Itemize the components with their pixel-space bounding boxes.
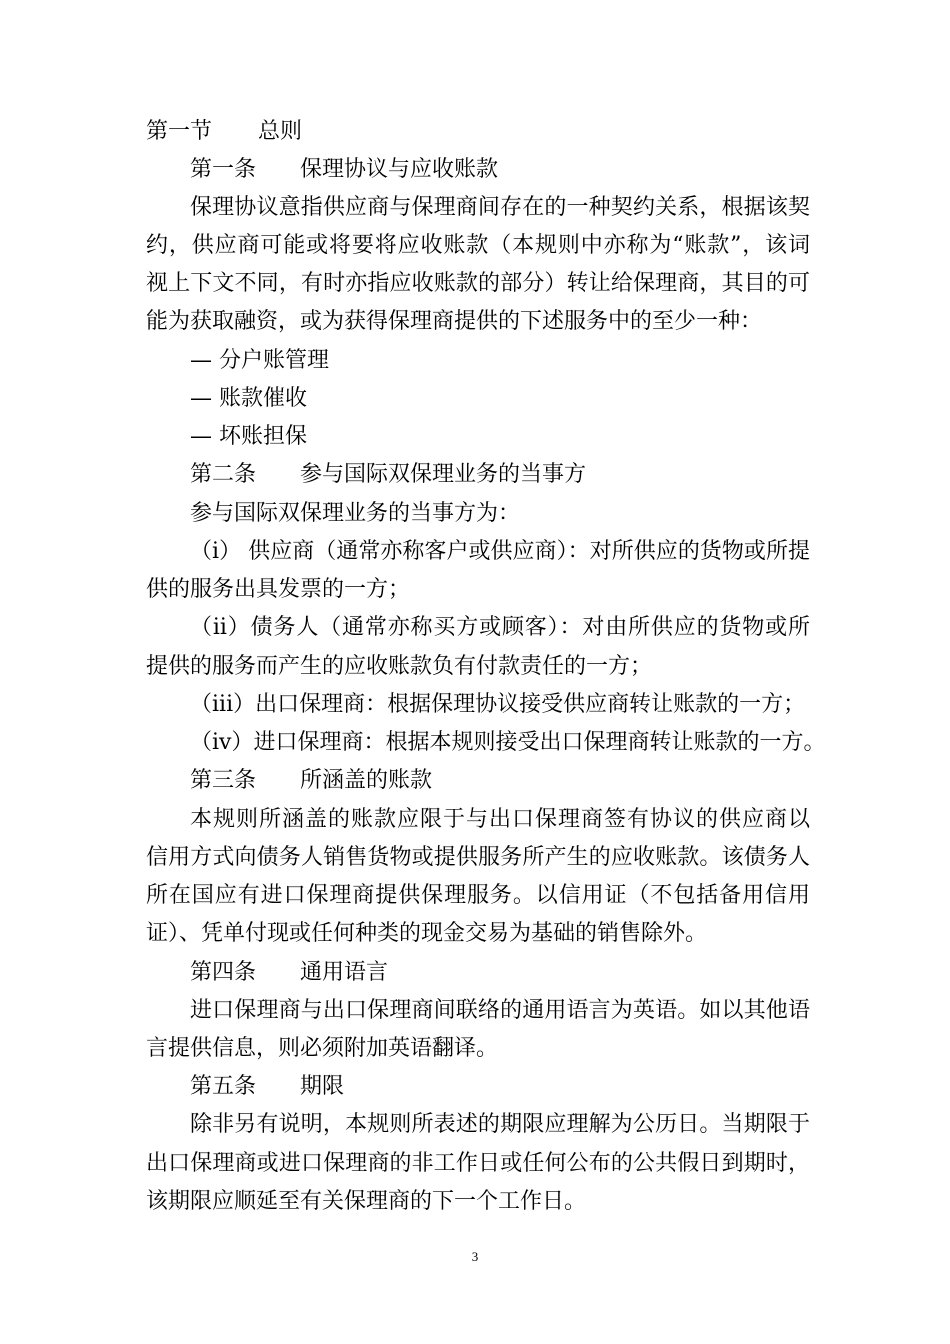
paragraph-line: 该期限应顺延至有关保理商的下一个工作日。	[146, 1189, 587, 1214]
article-number: 第三条	[190, 768, 257, 793]
section-heading	[146, 117, 302, 147]
paragraph-line: 本规则所涵盖的账款应限于与出口保理商签有协议的供应商以	[190, 807, 810, 832]
section-title: 总则	[258, 119, 303, 144]
paragraph-line: 进口保理商与出口保理商间联络的通用语言为英语。如以其他语	[190, 998, 810, 1023]
article-heading	[190, 155, 498, 185]
page-number: 3	[471, 1249, 479, 1264]
section-number: 第一节	[146, 119, 213, 144]
paragraph-line: （iv）进口保理商：根据本规则接受出口保理商转让账款的一方。	[190, 730, 826, 755]
paragraph-line: 供的服务出具发票的一方；	[146, 577, 411, 602]
article-title: 期限	[300, 1074, 345, 1099]
paragraph-line: 能为获取融资，或为获得保理商提供的下述服务中的至少一种：	[146, 309, 763, 334]
article-title: 参与国际双保理业务的当事方	[300, 462, 587, 487]
paragraph-line: 证）、凭单付现或任何种类的现金交易为基础的销售除外。	[146, 921, 708, 946]
paragraph-line: 所在国应有进口保理商提供保理服务。以信用证（不包括备用信用	[146, 883, 810, 908]
article-number: 第二条	[190, 462, 257, 487]
paragraph-line: 保理协议意指供应商与保理商间存在的一种契约关系，根据该契	[190, 195, 810, 220]
article-title: 通用语言	[300, 960, 389, 985]
article-title: 保理协议与应收账款	[300, 157, 499, 182]
article-heading	[190, 1072, 344, 1102]
paragraph-line: （i） 供应商（通常亦称客户或供应商）：对所供应的货物或所提	[190, 539, 810, 564]
paragraph-line: 约，供应商可能或将要将应收账款（本规则中亦称为“账款”，该词	[146, 233, 810, 258]
article-number: 第四条	[190, 960, 257, 985]
paragraph-line: 除非另有说明，本规则所表述的期限应理解为公历日。当期限于	[190, 1112, 810, 1137]
article-heading	[190, 766, 432, 796]
paragraph-line: （ii）债务人（通常亦称买方或顾客）：对由所供应的货物或所	[190, 615, 810, 640]
paragraph-line: （iii）出口保理商：根据保理协议接受供应商转让账款的一方；	[190, 692, 806, 717]
article-heading	[190, 958, 388, 988]
paragraph-line: 信用方式向债务人销售货物或提供服务所产生的应收账款。该债务人	[146, 845, 810, 870]
paragraph-line: 提供的服务而产生的应收账款负有付款责任的一方；	[146, 654, 653, 679]
paragraph-line: 参与国际双保理业务的当事方为：	[190, 501, 521, 526]
paragraph-line: 言提供信息，则必须附加英语翻译。	[146, 1036, 499, 1061]
article-title: 所涵盖的账款	[300, 768, 433, 793]
list-item: — 分户账管理	[190, 348, 329, 373]
list-item: — 账款催收	[190, 386, 307, 411]
paragraph-line: 视上下文不同，有时亦指应收账款的部分）转让给保理商，其目的可	[146, 271, 810, 296]
article-heading	[190, 460, 586, 490]
article-number: 第一条	[190, 157, 257, 182]
article-number: 第五条	[190, 1074, 257, 1099]
list-item: — 坏账担保	[190, 424, 307, 449]
paragraph-line: 出口保理商或进口保理商的非工作日或任何公布的公共假日到期时，	[146, 1151, 810, 1176]
